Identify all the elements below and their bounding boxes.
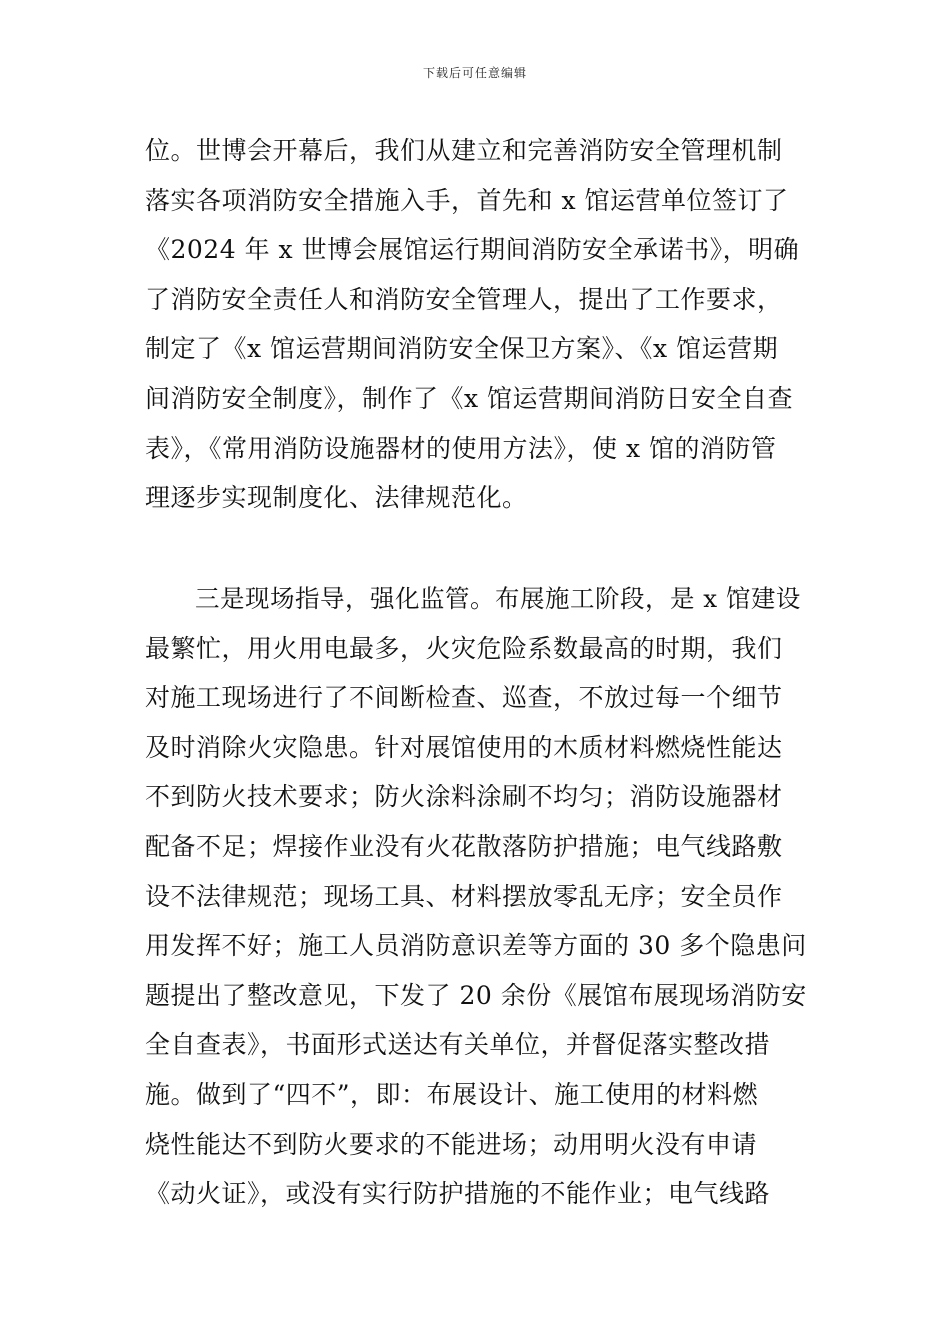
text-line: 用发挥不好；施工人员消防意识差等方面的 30 多个隐患问 [145,931,807,961]
text-line: 配备不足；焊接作业没有火花散落防护措施；电气线路敷 [145,831,783,861]
text-line: 烧性能达不到防火要求的不能进场；动用明火没有申请 [145,1129,758,1159]
text-line: 制定了《x 馆运营期间消防安全保卫方案》、《x 馆运营期 [145,334,779,364]
text-line: 全自查表》，书面形式送达有关单位，并督促落实整改措 [145,1030,771,1060]
text-line: 了消防安全责任人和消防安全管理人，提出了工作要求， [145,284,783,314]
body-paragraph-2 [145,574,810,1219]
text-line: 《动火证》，或没有实行防护措施的不能作业；电气线路 [145,1179,771,1209]
text-line: 间消防安全制度》，制作了《x 馆运营期间消防日安全自查 [145,383,794,413]
text-line: 设不法律规范；现场工具、材料摆放零乱无序；安全员作 [145,881,783,911]
body-paragraph-1 [145,126,810,523]
page-header: 下载后可任意编辑 [422,66,527,80]
text-line: 对施工现场进行了不间断检查、巡查，不放过每一个细节 [145,683,783,713]
text-line: 表》，《常用消防设施器材的使用方法》，使 x 馆的消防管 [145,433,777,463]
text-line: 及时消除火灾隐患。针对展馆使用的木质材料燃烧性能达 [145,732,783,762]
text-line: 三是现场指导，强化监管。布展施工阶段，是 x 馆建设 [145,584,801,613]
text-line: 不到防火技术要求；防火涂料涂刷不均匀；消防设施器材 [145,782,783,812]
text-line: 《2024 年 x 世博会展馆运行期间消防安全承诺书》，明确 [145,235,800,265]
text-line: 落实各项消防安全措施入手，首先和 x 馆运营单位签订了 [145,185,789,215]
text-line: 最繁忙，用火用电最多，火灾危险系数最高的时期，我们 [145,633,783,663]
text-line: 施。做到了“四不”，即：布展设计、施工使用的材料燃 [145,1079,759,1109]
text-line: 题提出了整改意见，下发了 20 余份《展馆布展现场消防安 [145,980,807,1010]
text-line: 位。世博会开幕后，我们从建立和完善消防安全管理机制 [145,136,783,165]
text-line: 理逐步实现制度化、法律规范化。 [145,483,528,513]
